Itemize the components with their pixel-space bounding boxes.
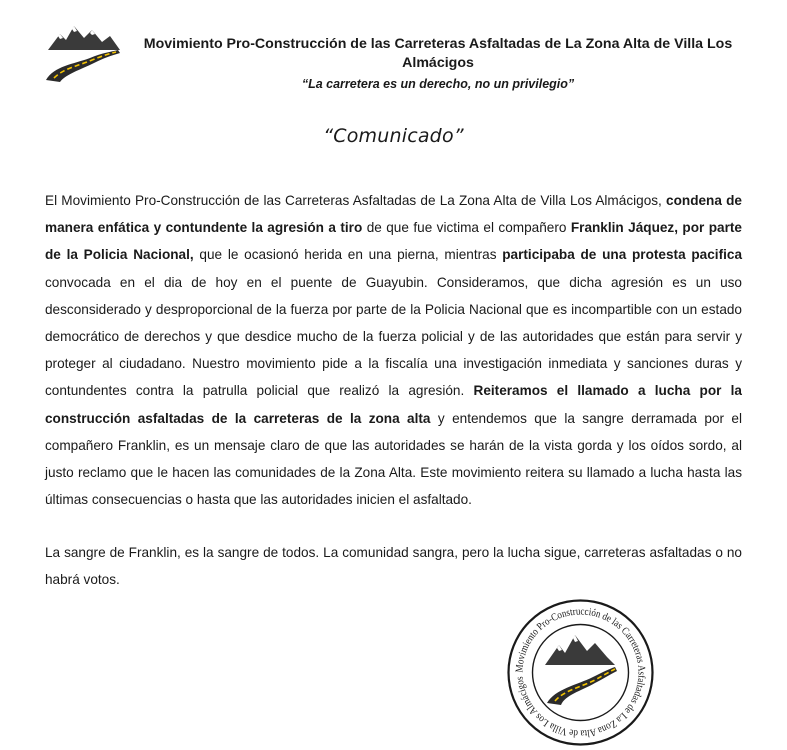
bold-text-segment: condena de manera enfática y contundente la agresión a tiro (45, 193, 742, 236)
seal-ring-text: Movimiento Pro-Construcción de las Carreteras Asfaltadas de La Zona Alta de Villa Los Almácigos (514, 606, 647, 739)
communique-body (45, 187, 742, 513)
closing-paragraph: La sangre de Franklin, es la sangre de todos. La comunidad sangra, pero la lucha sigue, carreteras asfaltadas o no habrá votos. (45, 545, 742, 588)
bold-text-segment: Reiteramos el llamado a lucha por la construcción asfaltadas de la carreteras de la zona alta (45, 383, 742, 426)
mountain-road-icon (545, 635, 617, 705)
text-segment: y entendemos que la sangre derramada por el compañero Franklin, es un mensaje claro de que las autoridades se harán de la vista gorda y los oídos sordo, al justo reclamo que le hacen las comunidades de la Zona Alta. Este movimiento reitera su llamado a lucha hasta las últimas consecuencias o hasta que las autoridades inicien el asfaltado. (45, 410, 742, 508)
mountain-road-icon (44, 20, 122, 82)
title-line-1: Movimiento Pro-Construcción de las Carreteras Asfaltadas de La Zona Alta de Villa Los (143, 36, 733, 52)
slogan: “La carretera es un derecho, no un privilegio” (301, 77, 575, 91)
bold-text-segment: participaba de una protesta pacifica (502, 247, 742, 263)
text-segment: de que fue victima el compañero (362, 220, 571, 236)
title-line-2: Almácigos (402, 55, 474, 71)
organization-seal (503, 595, 658, 750)
text-segment: convocada en el dia de hoy en el puente de Guayubin. Consideramos, que dicha agresión es un uso desconsiderado y desproporcional de la fuerza por parte de la Policia Nacional que es incompartible con un estado democrático de derechos y que desdice mucho de la fuerza policial y de las autoridades que están para servir y proteger al ciudadano. Nuestro movimiento pide a la fiscalía una investigación inmediata y sanciones duras y contundentes contra la patrulla policial que realizó la agresión. (45, 274, 742, 399)
organization-title (118, 35, 758, 73)
bold-text-segment: Franklin Jáquez, por parte de la Policia Nacional, (45, 220, 742, 263)
text-segment: El Movimiento Pro-Construcción de las Carreteras Asfaltadas de La Zona Alta de Villa Los Almácigos, (45, 193, 667, 208)
text-segment: que le ocasionó herida en una pierna, mientras (193, 247, 503, 263)
document-heading: “Comunicado” (323, 125, 464, 147)
